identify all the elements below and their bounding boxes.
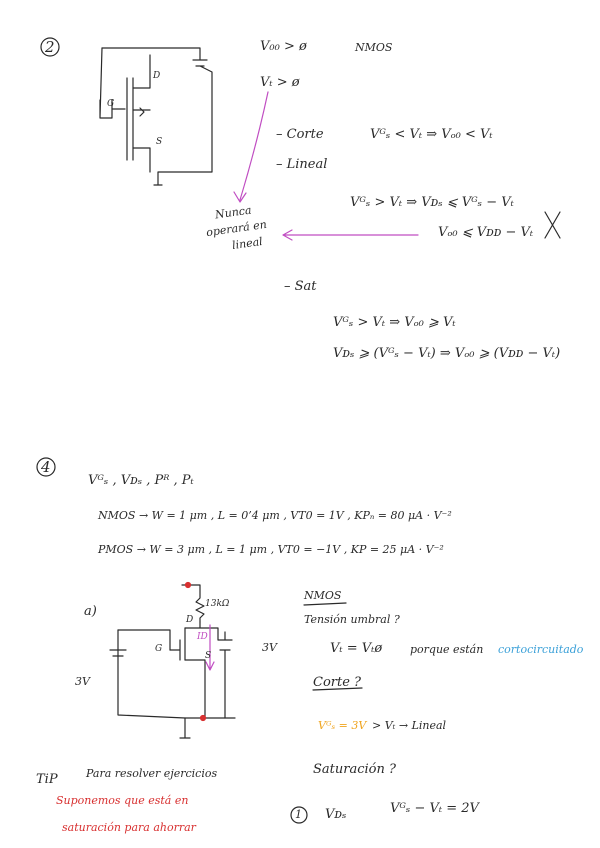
threshold-answer-b: porque están	[410, 643, 484, 656]
step-1-equation: Vᴳₛ − Vₜ = 2V	[390, 801, 479, 816]
sat-expression-1: Vᴳₛ > Vₜ ⇒ Vₒ₀ ⩾ Vₜ	[333, 315, 456, 330]
lineal-expression-2: Vₒ₀ ⩽ Vᴅᴅ − Vₜ	[438, 225, 534, 240]
note-line-3: lineal	[231, 234, 264, 253]
part-a-label: a)	[84, 604, 97, 619]
corte-answer-result: > Vₜ → Lineal	[372, 719, 447, 732]
threshold-question: Tensión umbral ?	[304, 613, 400, 626]
nmos-heading: NMOS	[304, 589, 342, 602]
source-right-voltage: 3V	[262, 641, 277, 654]
circuit-diagram-2	[100, 48, 212, 185]
step-1-number: 1	[295, 808, 302, 821]
unknowns-list: Vᴳₛ , Vᴅₛ , Pᴿ , Pₜ	[88, 473, 194, 488]
resistor-value: 13kΩ	[205, 599, 230, 609]
sat-expression-2: Vᴅₛ ⩾ (Vᴳₛ − Vₜ) ⇒ Vₒ₀ ⩾ (Vᴅᴅ − Vₜ)	[333, 346, 561, 361]
problem-4-number: 4	[41, 458, 51, 476]
lineal-expression-1: Vᴳₛ > Vₜ ⇒ Vᴅₛ ⩽ Vᴳₛ − Vₜ	[350, 195, 514, 210]
note-line-2: operará en	[205, 217, 268, 240]
circuit-4-label-s: S	[205, 651, 212, 661]
node-dot-bottom	[201, 716, 206, 721]
pmos-parameters: PMOS → W = 3 μm , L = 1 μm , VT0 = −1V , KP = 25 μA · V⁻²	[98, 543, 444, 556]
tip-red-line-1: Suponemos que está en	[56, 794, 189, 807]
step-1-vds: Vᴅₛ	[325, 807, 347, 822]
corte-expression: Vᴳₛ < Vₜ ⇒ Vₒ₀ < Vₜ	[370, 127, 493, 142]
pink-arrow-down	[234, 92, 268, 202]
tip-label: TiP	[36, 772, 58, 787]
nmos-label-2: NMOS	[355, 41, 393, 54]
note-line-1: Nunca	[214, 203, 253, 222]
nmos-heading-underline	[304, 603, 346, 605]
condition-vdd: V₀₀ > ø	[260, 39, 307, 54]
corte-question: Corte ?	[313, 675, 362, 690]
source-left-voltage: 3V	[75, 675, 90, 688]
circuit-4-label-d: D	[186, 615, 194, 625]
circuit-4-label-g: G	[155, 644, 163, 654]
circuit-2-label-g: G	[107, 99, 115, 109]
pink-arrow-left	[283, 230, 418, 240]
nmos-parameters: NMOS → W = 1 μm , L = 0’4 μm , VT0 = 1V , KPₙ = 80 μA · V⁻²	[98, 509, 452, 522]
current-label-id: ID	[197, 632, 208, 642]
threshold-answer-a: Vₜ = Vₜø	[330, 641, 383, 656]
tip-text: Para resolver ejercicios	[86, 767, 218, 780]
corte-label: – Corte	[276, 127, 324, 142]
threshold-answer-c: cortocircuitado	[498, 643, 584, 656]
node-dot-top	[186, 583, 191, 588]
saturation-question: Saturación ?	[313, 762, 396, 777]
circuit-2-label-s: S	[156, 137, 163, 147]
tip-red-line-2: saturación para ahorrar	[62, 821, 196, 834]
cross-mark	[545, 212, 560, 238]
condition-vt: Vₜ > ø	[260, 75, 300, 90]
lineal-label: – Lineal	[276, 157, 328, 172]
problem-2-number: 2	[45, 38, 55, 56]
sat-label: – Sat	[284, 279, 317, 294]
corte-answer-vgs: Vᴳₛ = 3V	[318, 719, 367, 732]
circuit-2-label-d: D	[153, 71, 161, 81]
